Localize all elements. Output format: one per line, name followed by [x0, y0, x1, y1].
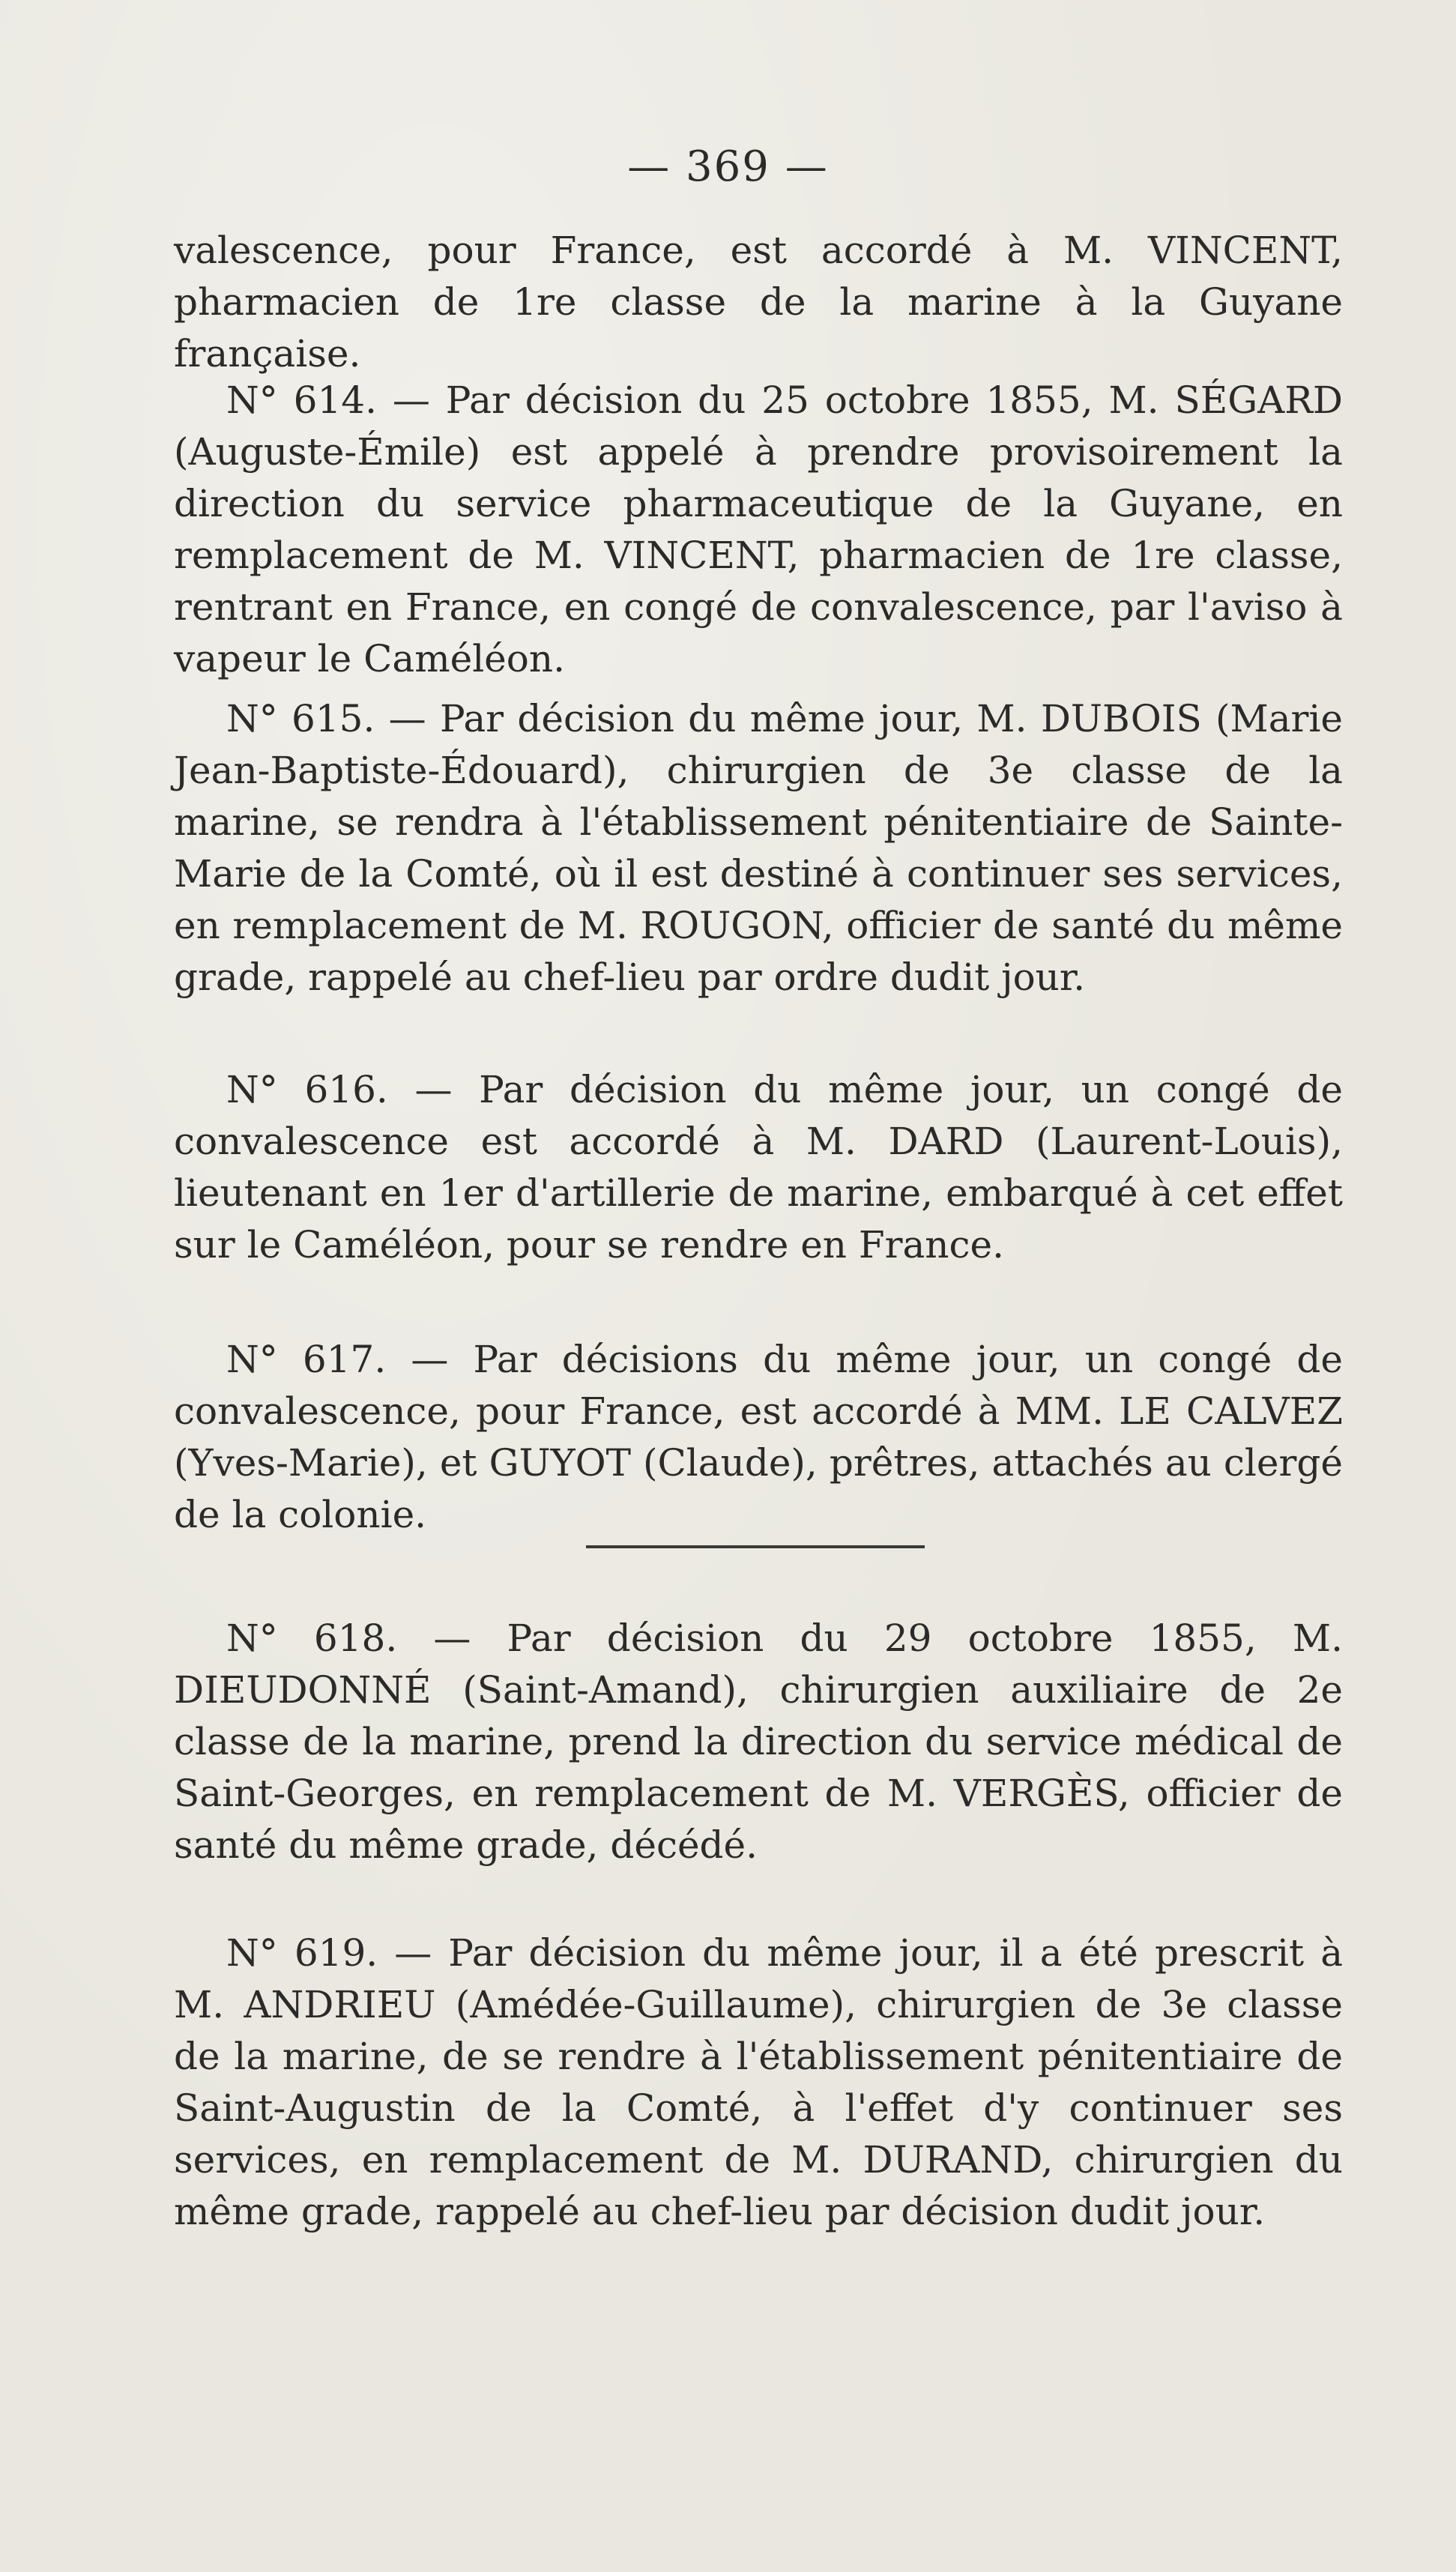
- paragraph-continuation: [174, 225, 1343, 380]
- paragraph-text: N° 618. — Par décision du 29 octobre 1855, M. DIEUDONNÉ (Saint-Amand), chirurgien auxiliaire de 2e classe de la marine, prend la direction du service médical de Saint-Georges, en remplacement de M. VERGÈS, officier de santé du même grade, décédé.: [174, 1616, 1343, 1867]
- entry-617: [174, 1334, 1343, 1541]
- entry-614: [174, 375, 1343, 685]
- entry-618: [174, 1613, 1343, 1871]
- paragraph-text: valescence, pour France, est accordé à M. VINCENT, pharmacien de 1re classe de la marine à la Guyane française.: [174, 229, 1343, 375]
- page-number: — 369 —: [627, 142, 829, 191]
- paragraph-text: N° 614. — Par décision du 25 octobre 1855, M. SÉGARD (Auguste-Émile) est appelé à prendre provisoirement la direction du service pharmaceutique de la Guyane, en remplacement de M. VINCENT, pharmacien de 1re classe, rentrant en France, en congé de convalescence, par l'aviso à vapeur le Caméléon.: [174, 378, 1343, 680]
- paragraph-text: N° 619. — Par décision du même jour, il a été prescrit à M. ANDRIEU (Amédée-Guillaume), chirurgien de 3e classe de la marine, de se rendre à l'établissement pénitentiaire de Saint-Augustin de la Comté, à l'effet d'y continuer ses services, en remplacement de M. DURAND, chirurgien du même grade, rappelé au chef-lieu par décision dudit jour.: [174, 1931, 1343, 2233]
- paragraph-text: N° 615. — Par décision du même jour, M. DUBOIS (Marie Jean-Baptiste-Édouard), chirurgien de 3e classe de la marine, se rendra à l'établissement pénitentiaire de Sainte-Marie de la Comté, où il est destiné à continuer ses services, en remplacement de M. ROUGON, officier de santé du même grade, rappelé au chef-lieu par ordre dudit jour.: [174, 697, 1343, 999]
- paragraph-text: N° 617. — Par décisions du même jour, un congé de convalescence, pour France, est accordé à MM. LE CALVEZ (Yves-Marie), et GUYOT (Claude), prêtres, attachés au clergé de la colonie.: [174, 1338, 1343, 1536]
- section-divider: [586, 1545, 925, 1548]
- entry-619: [174, 1928, 1343, 2238]
- entry-615: [174, 693, 1343, 1003]
- paragraph-text: N° 616. — Par décision du même jour, un congé de convalescence est accordé à M. DARD (Laurent-Louis), lieutenant en 1er d'artillerie de marine, embarqué à cet effet sur le Caméléon, pour se rendre en France.: [174, 1068, 1343, 1267]
- entry-616: [174, 1064, 1343, 1271]
